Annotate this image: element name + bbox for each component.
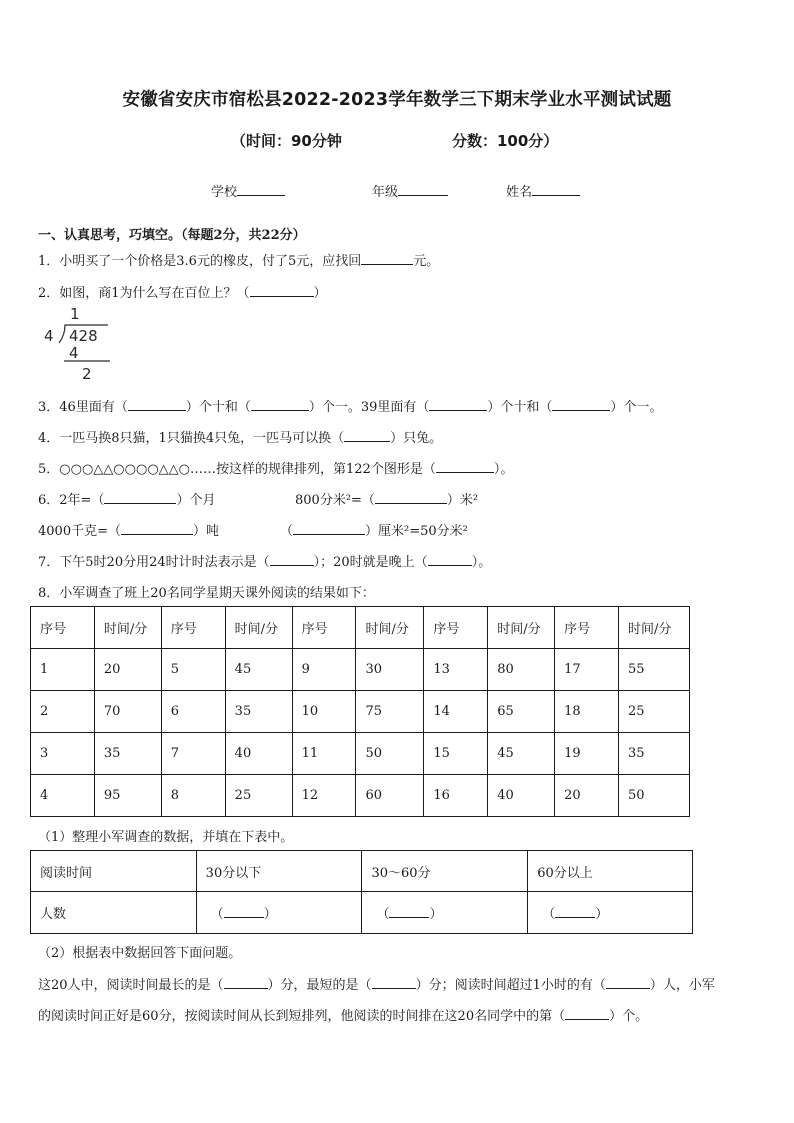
q2-text: 2．如图，商1为什么写在百位上？（ [38, 286, 250, 301]
q1-blank[interactable] [361, 252, 413, 265]
total-score: 分数：100分） [452, 132, 559, 150]
division-remainder: 2 [82, 365, 92, 383]
q5-part-b: ）。 [493, 462, 514, 477]
q3-blank-3[interactable] [429, 398, 487, 411]
q6-part-d: ）米² [446, 493, 479, 508]
section-1-heading: 一、认真思考，巧填空。（每题2分，共22分） [38, 228, 306, 243]
q7-part-c: ）。 [471, 555, 492, 570]
survey-cell: 50 [356, 733, 424, 775]
survey-cell: 25 [619, 691, 690, 733]
survey-cell: 45 [225, 649, 292, 691]
name-field [506, 181, 580, 200]
survey-cell: 15 [424, 733, 488, 775]
para2-part-a: 的阅读时间正好是60分，按阅读时间从长到短排列，他阅读的时间排在这20名同学中的第（ [38, 1009, 566, 1024]
q3-blank-4[interactable] [552, 398, 610, 411]
division-quotient: 1 [70, 305, 80, 323]
survey-cell: 12 [292, 775, 356, 817]
question-7 [38, 551, 491, 570]
grade-blank[interactable] [398, 183, 448, 196]
question-1 [38, 250, 439, 269]
survey-header-cell: 序号 [424, 607, 488, 649]
survey-cell: 18 [555, 691, 619, 733]
q1-text: 1．小明买了一个价格是3.6元的橡皮，付了5元，应找回 [38, 254, 362, 269]
question-6-line-1-right [295, 489, 478, 508]
survey-cell: 13 [424, 649, 488, 691]
q1-tail: 元。 [413, 254, 440, 269]
survey-cell: 1 [31, 649, 95, 691]
summary-table [30, 850, 693, 934]
q3-part-e: ）个一。 [610, 400, 663, 415]
q5-blank[interactable] [436, 460, 494, 473]
q3-part-b: ）个十和（ [185, 400, 251, 415]
q6-part-c: 800分米²=（ [295, 493, 375, 508]
q6-part-f: ）吨 [192, 524, 219, 539]
survey-cell: 35 [619, 733, 690, 775]
para1-part-a: 这20人中，阅读时间最长的是（ [38, 978, 224, 993]
q6-part-g: （ [280, 524, 294, 539]
survey-cell: 19 [555, 733, 619, 775]
paren-open: （ [542, 907, 556, 922]
survey-header-cell: 时间/分 [94, 607, 161, 649]
summary-count-row [31, 892, 693, 934]
survey-cell: 9 [292, 649, 356, 691]
survey-cell: 20 [94, 649, 161, 691]
survey-row [31, 649, 690, 691]
question-4 [38, 427, 442, 446]
survey-cell: 2 [31, 691, 95, 733]
long-division-figure [42, 305, 122, 383]
survey-cell: 6 [161, 691, 225, 733]
survey-header-row [31, 607, 690, 649]
para1-part-c: ）分；阅读时间超过1小时的有（ [415, 978, 606, 993]
shortest-time-blank[interactable] [372, 976, 416, 989]
survey-header-cell: 序号 [161, 607, 225, 649]
paren-open: （ [376, 907, 390, 922]
para1-part-d: ）人，小军 [649, 978, 715, 993]
division-divisor: 4 [44, 327, 54, 345]
question-6-line-2-right [280, 520, 468, 539]
q5-part-a: 5．○○○△△○○○○△△○……按这样的规律排列，第122个图形是（ [38, 462, 436, 477]
q4-blank[interactable] [344, 429, 390, 442]
survey-cell: 10 [292, 691, 356, 733]
q6-blank-3[interactable] [121, 522, 193, 535]
q7-blank-1[interactable] [270, 553, 314, 566]
survey-cell: 4 [31, 775, 95, 817]
paren-close: ） [263, 907, 277, 922]
q6-part-h: ）厘米²=50分米² [365, 524, 468, 539]
survey-cell: 14 [424, 691, 488, 733]
survey-cell: 8 [161, 775, 225, 817]
q4-part-a: 4．一匹马换8只猫，1只猫换4只兔，一匹马可以换（ [38, 431, 345, 446]
summary-header-cell: 30～60分 [362, 851, 528, 892]
paren-close: ） [429, 907, 443, 922]
summary-header-cell: 阅读时间 [31, 851, 197, 892]
survey-cell: 16 [424, 775, 488, 817]
division-bracket [42, 305, 122, 383]
q6-part-a: 6．2年=（ [38, 493, 105, 508]
question-6-line-2 [38, 520, 219, 539]
survey-header-cell: 时间/分 [488, 607, 555, 649]
question-2 [38, 282, 327, 301]
survey-row [31, 691, 690, 733]
survey-cell: 25 [225, 775, 292, 817]
survey-row [31, 775, 690, 817]
question-6-line-1 [38, 489, 215, 508]
question-8-para-line-2 [38, 1005, 648, 1024]
q7-part-b: ）；20时就是晚上（ [313, 555, 428, 570]
survey-cell: 35 [94, 733, 161, 775]
summary-header-cell: 30分以下 [196, 851, 362, 892]
over-hour-blank[interactable] [606, 976, 650, 989]
survey-cell: 30 [356, 649, 424, 691]
grade-field [372, 181, 448, 200]
school-blank[interactable] [237, 183, 285, 196]
survey-cell: 70 [94, 691, 161, 733]
question-5 [38, 458, 513, 477]
name-label: 姓名 [506, 185, 533, 200]
survey-cell: 40 [225, 733, 292, 775]
question-8: 8．小军调查了班上20名同学星期天课外阅读的结果如下： [38, 586, 375, 601]
summary-header-cell: 60分以上 [528, 851, 693, 892]
survey-cell: 65 [488, 691, 555, 733]
para1-part-b: ）分，最短的是（ [267, 978, 372, 993]
survey-cell: 3 [31, 733, 95, 775]
survey-cell: 17 [555, 649, 619, 691]
survey-header-cell: 时间/分 [356, 607, 424, 649]
survey-header-cell: 时间/分 [619, 607, 690, 649]
count-under-30-blank[interactable] [224, 905, 264, 918]
sub-question-1: （1）整理小军调查的数据，并填在下表中。 [38, 830, 294, 845]
survey-header-cell: 序号 [555, 607, 619, 649]
survey-row [31, 733, 690, 775]
q3-blank-1[interactable] [128, 398, 186, 411]
survey-cell: 80 [488, 649, 555, 691]
q7-blank-2[interactable] [428, 553, 472, 566]
q6-blank-1[interactable] [104, 491, 176, 504]
q2-blank[interactable] [250, 284, 314, 297]
survey-cell: 7 [161, 733, 225, 775]
sub-question-2: （2）根据表中数据回答下面问题。 [38, 946, 242, 961]
division-dividend: 428 [69, 327, 98, 345]
survey-header-cell: 时间/分 [225, 607, 292, 649]
paren-close: ） [595, 907, 609, 922]
division-product: 4 [69, 344, 79, 362]
survey-cell: 95 [94, 775, 161, 817]
survey-table [30, 606, 690, 817]
survey-cell: 20 [555, 775, 619, 817]
longest-time-blank[interactable] [224, 976, 268, 989]
question-3 [38, 396, 662, 415]
survey-cell: 35 [225, 691, 292, 733]
survey-cell: 75 [356, 691, 424, 733]
q6-blank-4[interactable] [293, 522, 365, 535]
q7-part-a: 7．下午5时20分用24时计时法表示是（ [38, 555, 270, 570]
survey-cell: 45 [488, 733, 555, 775]
q6-part-b: ）个月 [176, 493, 216, 508]
q4-part-b: ）只兔。 [390, 431, 443, 446]
summary-header-row [31, 851, 693, 892]
summary-blank-cell [528, 892, 693, 934]
school-label: 学校 [211, 185, 238, 200]
survey-cell: 40 [488, 775, 555, 817]
q6-part-e: 4000千克=（ [38, 524, 121, 539]
grade-label: 年级 [372, 185, 399, 200]
summary-row-label: 人数 [31, 892, 197, 934]
paren-open: （ [210, 907, 224, 922]
school-field [211, 181, 285, 200]
survey-cell: 11 [292, 733, 356, 775]
page-title: 安徽省安庆市宿松县2022-2023学年数学三下期末学业水平测试试题 [122, 90, 672, 110]
time-limit: （时间：90分钟 [231, 132, 342, 150]
survey-header-cell: 序号 [31, 607, 95, 649]
q3-part-c: ）个一。39里面有（ [308, 400, 430, 415]
q6-blank-2[interactable] [375, 491, 447, 504]
q2-tail: ） [313, 286, 327, 301]
name-blank[interactable] [532, 183, 580, 196]
rank-blank[interactable] [565, 1007, 609, 1020]
q3-part-d: ）个十和（ [487, 400, 553, 415]
survey-cell: 5 [161, 649, 225, 691]
survey-cell: 55 [619, 649, 690, 691]
summary-blank-cell [196, 892, 362, 934]
survey-cell: 60 [356, 775, 424, 817]
q3-part-a: 3．46里面有（ [38, 400, 128, 415]
survey-header-cell: 序号 [292, 607, 356, 649]
q3-blank-2[interactable] [251, 398, 309, 411]
count-30-60-blank[interactable] [389, 905, 429, 918]
question-8-para-line-1 [38, 974, 715, 993]
para2-part-b: ）个。 [609, 1009, 649, 1024]
survey-cell: 50 [619, 775, 690, 817]
summary-blank-cell [362, 892, 528, 934]
count-over-60-blank[interactable] [555, 905, 595, 918]
